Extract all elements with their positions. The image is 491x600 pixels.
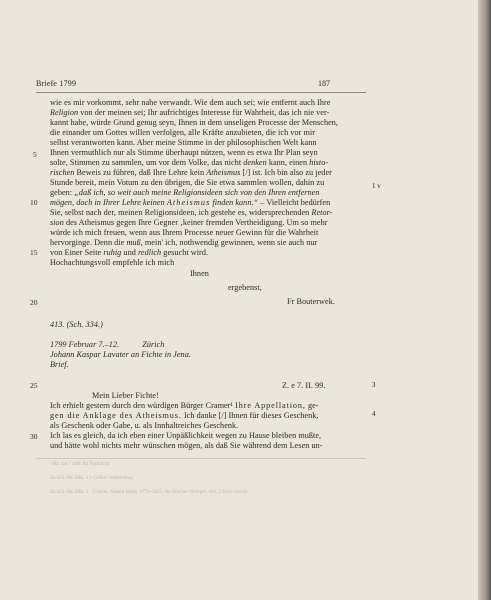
line-number: 10 [30, 198, 38, 207]
text-line: wie es mir vorkommt, sehr nahe verwandt. Wie dem auch sei; wie entfernt auch Ihre [50, 98, 331, 107]
line-number: 25 [30, 381, 38, 390]
text-rest: von der meinen sei; Ihr aufrichtiges Interesse für Wahrheit, das ich nie ver- [78, 108, 330, 117]
text-line: solte, Stimmen zu sammlen, um vor dem Volke, das nicht denken kann, einen histo- [50, 158, 329, 167]
text-line: von Einer Seite ruhig und redlich gesucht wird. [50, 248, 209, 257]
text-line: Stunde bereit, mein Votum zu den übrigen, die Sie etwa sammlen wollen, dahin zu [50, 178, 325, 187]
entry-date-place: 1799 Februar 7.–12. Zürich [50, 340, 165, 349]
text-line: selbst verantworten kann. Aber meine Stimme in der philosophischen Welt kann [50, 138, 317, 147]
margin-note: 1 v [372, 182, 381, 190]
book-spine [478, 0, 491, 600]
text-line: Ihnen vermuthlich nur als Stimme überhaupt nützen, wenn es etwa Ihr Plan seyn [50, 148, 318, 157]
text-line [50, 108, 329, 118]
footnote: Zu 413: Hs: EKL 1 · Cramer, Johann Jakob, 1771–1855, der Zürcher Verleger; ebd. 2 Jahre zurück. [50, 490, 249, 495]
closing-ergebenst: ergebenst, [228, 283, 262, 292]
text-line: kannt habe, würde Grund genug seyn, Ihnen in dem unseligen Processe der Menschen, [50, 118, 339, 127]
salutation: Mein Lieber Fichte! [92, 391, 159, 400]
text-line: mögen, doch in Ihrer Lehre keinen Atheismus finden kann.“ – Vielleicht bedürfen [50, 198, 331, 207]
text-line: die einander um Gottes willen verfolgen, alle Kräfte anzubieten, die ich vor mir [50, 128, 315, 137]
text-line: hervorginge. Denn die muß, mein' ich, nothwendig gewinnen, wenn sie auch nur [50, 238, 318, 247]
text-line: gen die Anklage des Atheismus. Ich danke [/] Ihnen für dieses Geschenk, [50, 411, 319, 420]
header-rule [36, 92, 366, 93]
text-line: Ich las es gleich, da ich eben einer Unpäßlichkeit wegen zu Hause bleiben mußte, [50, 431, 322, 440]
line-number: 5 [33, 150, 37, 159]
running-head: Briefe 1799 [36, 79, 77, 88]
entry-kind: Brief. [50, 360, 69, 369]
footnote-rule [36, 458, 366, 459]
text-line: als Geschenk oder Gabe, u. als Innhaltreiches Geschenk. [50, 421, 239, 430]
entry-sender: Johann Kaspar Lavater an Fichte in Jena. [50, 350, 191, 359]
footnote: Zu 413: Hs: EKL 1 v Gröbe ² Schmetling [50, 476, 133, 481]
page-number: 187 [318, 79, 330, 88]
text-line: Hochachtungsvoll empfehle ich mich [50, 258, 175, 267]
text-line: Ich erhielt gestern durch den würdigen Bürger Cramer¹ Ihre Appellation, ge- [50, 401, 319, 410]
text-line: geben: „daß ich, so weit auch meine Religionsideen sich von den Ihren entfernen [50, 188, 320, 197]
line-number: 15 [30, 248, 38, 257]
closing-ihnen: Ihnen [190, 269, 209, 278]
line-number: 20 [30, 298, 38, 307]
margin-note: 4 [372, 410, 376, 418]
signature: Fr Bouterwek. [287, 297, 335, 306]
text-line: und hätte wohl nichts mehr wünschen mögen, als daß Sie während dem Lesen un- [50, 441, 323, 450]
letter-date: Z. e 7. II. 99. [282, 381, 326, 390]
margin-note: 3 [372, 381, 376, 389]
word-religion: Religion [50, 108, 79, 117]
entry-number: 413. (Sch. 334.) [50, 320, 103, 329]
text-line: würde ich mich freuen, wenn aus Ihrem Processe neuer Gewinn für die Wahrheit [50, 228, 319, 237]
text-line: rischen Beweis zu führen, daß Ihre Lehre kein Atheismus [/] ist. Ich bin also zu jeder [50, 168, 332, 177]
footnote: ¹ Hs: das ² zdH: Ihr Forschrift [50, 462, 110, 467]
text-line: sion des Atheismus gegen Ihre Gegner ‚keiner fremden Vertheidigung. Um so mehr [50, 218, 328, 227]
text-line: Sie, selbst nach der, meinen Religionsideen, ich gestehe es, widersprechenden Retor- [50, 208, 333, 217]
line-number: 30 [30, 432, 38, 441]
